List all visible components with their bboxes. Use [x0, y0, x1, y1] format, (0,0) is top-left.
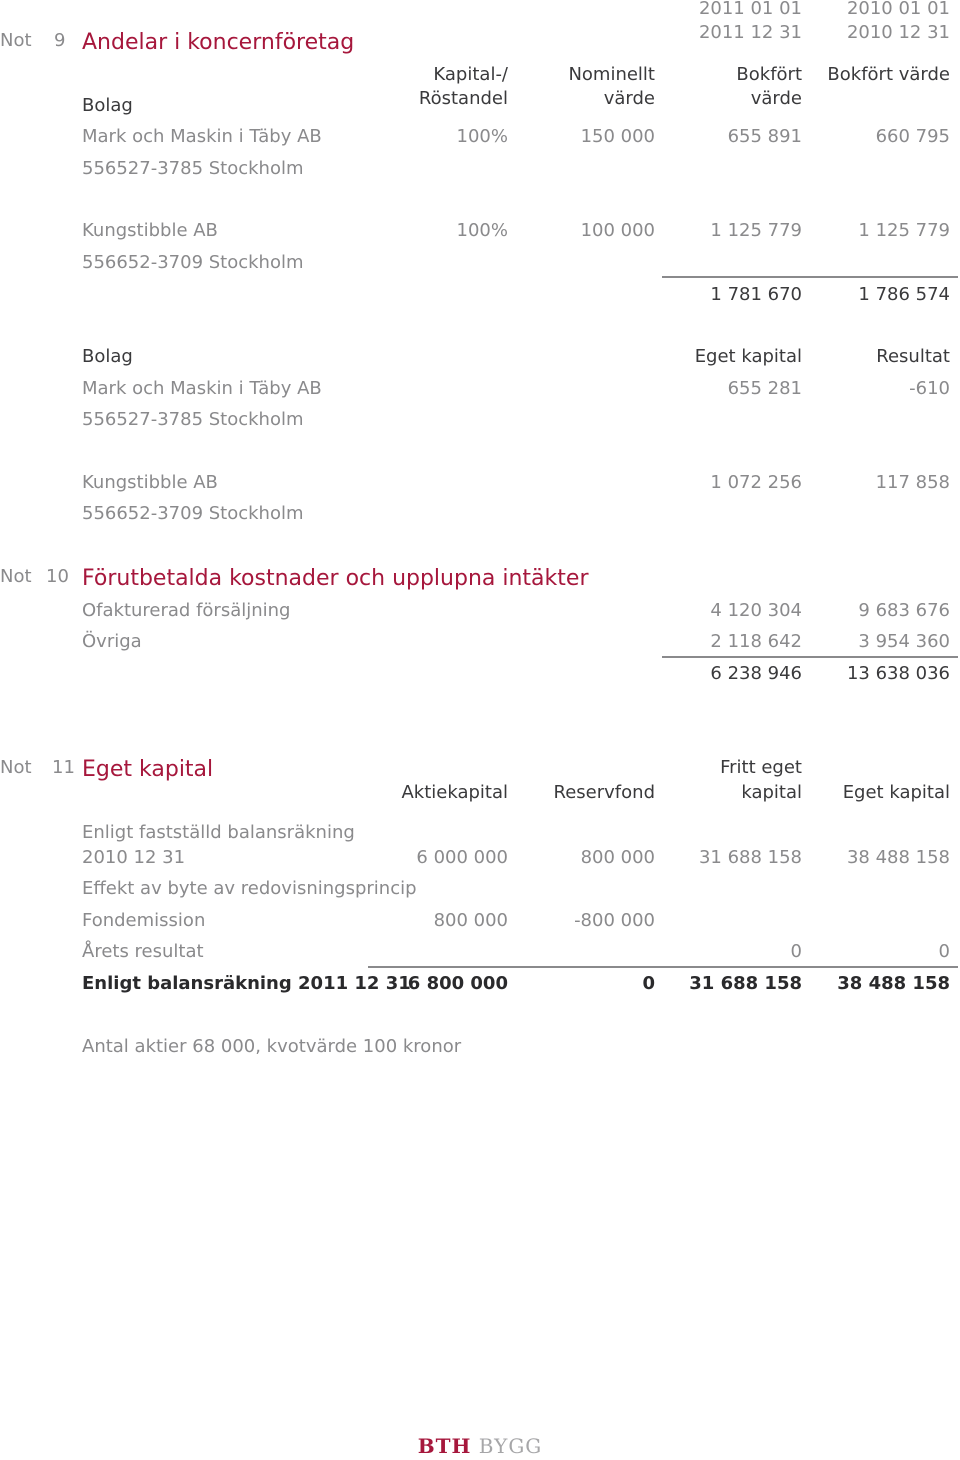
- opening-eget: 38 488 158: [846, 847, 950, 868]
- header-eget-kapital: Eget kapital: [842, 782, 950, 803]
- equity-row-name: Mark och Maskin i Täby AB: [82, 378, 322, 399]
- total-rule: [662, 276, 958, 278]
- prepaid-row-2010: 3 954 360: [858, 631, 950, 652]
- prepaid-total-2011: 6 238 946: [710, 663, 802, 684]
- equity-header-eget: Eget kapital: [694, 346, 802, 367]
- note9-title: Andelar i koncernföretag: [82, 30, 355, 55]
- equity-row-result: 117 858: [875, 472, 950, 493]
- closing-aktie: 6 800 000: [407, 973, 508, 994]
- opening-aktie: 6 000 000: [416, 847, 508, 868]
- equity-header-bolag: Bolag: [82, 346, 133, 367]
- header-bokfort-2011-1: Bokfört: [736, 64, 802, 85]
- header-nominellt-1: Nominellt: [568, 64, 655, 85]
- equity-row-equity: 655 281: [727, 378, 802, 399]
- opening-reserv: 800 000: [580, 847, 655, 868]
- note11-number: 11: [52, 757, 75, 778]
- note10-title: Förutbetalda kostnader och upplupna intäkter: [82, 566, 589, 591]
- header-reservfond: Reservfond: [553, 782, 655, 803]
- header-fritt-1: Fritt eget: [720, 757, 802, 778]
- header-nominellt-2: värde: [603, 88, 655, 109]
- arets-fritt: 0: [790, 941, 802, 962]
- prepaid-total-2010: 13 638 036: [846, 663, 950, 684]
- closing-label: Enligt balansräkning 2011 12 31: [82, 973, 411, 994]
- row-company-name: Kungstibble AB: [82, 220, 218, 241]
- logo-bth: BTH: [417, 1434, 472, 1458]
- closing-rule: [368, 966, 958, 968]
- note9-number: 9: [54, 30, 66, 51]
- closing-eget: 38 488 158: [837, 973, 950, 994]
- opening-label-2: 2010 12 31: [82, 847, 186, 868]
- opening-fritt: 31 688 158: [698, 847, 802, 868]
- period-2010-end: 2010 12 31: [846, 22, 950, 43]
- fond-label: Fondemission: [82, 910, 206, 931]
- note11-not-label: Not: [0, 757, 32, 778]
- header-bokfort-2011-2: värde: [750, 88, 802, 109]
- total-2010: 1 786 574: [858, 284, 950, 305]
- note10-not-label: Not: [0, 566, 32, 587]
- row-share: 100%: [456, 126, 508, 147]
- equity-row-equity: 1 072 256: [710, 472, 802, 493]
- shares-text: Antal aktier 68 000, kvotvärde 100 kronor: [82, 1036, 462, 1057]
- row-company-org: 556527-3785 Stockholm: [82, 158, 304, 179]
- effekt-label: Effekt av byte av redovisningsprincip: [82, 878, 417, 899]
- row-book-2010: 1 125 779: [858, 220, 950, 241]
- footer-logo: [0, 1434, 960, 1458]
- arets-label: Årets resultat: [82, 941, 204, 962]
- equity-row-name: Kungstibble AB: [82, 472, 218, 493]
- note10-number: 10: [46, 566, 69, 587]
- prepaid-row-2011: 2 118 642: [710, 631, 802, 652]
- note11-title: Eget kapital: [82, 757, 214, 782]
- header-aktiekapital: Aktiekapital: [401, 782, 508, 803]
- opening-label-1: Enligt fastställd balansräkning: [82, 822, 355, 843]
- equity-row-result: -610: [909, 378, 950, 399]
- equity-row-org: 556527-3785 Stockholm: [82, 409, 304, 430]
- header-kapital-1: Kapital-/: [433, 64, 508, 85]
- prepaid-row-label: Ofakturerad försäljning: [82, 600, 291, 621]
- row-nominal: 100 000: [580, 220, 655, 241]
- prepaid-total-rule: [662, 656, 958, 658]
- row-book-2011: 655 891: [727, 126, 802, 147]
- row-book-2010: 660 795: [875, 126, 950, 147]
- row-book-2011: 1 125 779: [710, 220, 802, 241]
- prepaid-row-2010: 9 683 676: [858, 600, 950, 621]
- period-2010-start: 2010 01 01: [846, 0, 950, 19]
- prepaid-row-2011: 4 120 304: [710, 600, 802, 621]
- note9-not-label: Not: [0, 30, 32, 51]
- fond-aktie: 800 000: [433, 910, 508, 931]
- header-kapital-2: Röstandel: [418, 88, 508, 109]
- logo-bygg: BYGG: [478, 1434, 543, 1458]
- equity-header-resultat: Resultat: [876, 346, 950, 367]
- row-company-name: Mark och Maskin i Täby AB: [82, 126, 322, 147]
- row-nominal: 150 000: [580, 126, 655, 147]
- prepaid-row-label: Övriga: [82, 631, 142, 652]
- equity-row-org: 556652-3709 Stockholm: [82, 503, 304, 524]
- row-company-org: 556652-3709 Stockholm: [82, 252, 304, 273]
- header-fritt-2: kapital: [741, 782, 802, 803]
- closing-fritt: 31 688 158: [689, 973, 802, 994]
- period-2011-start: 2011 01 01: [698, 0, 802, 19]
- header-bolag: Bolag: [82, 95, 133, 116]
- total-2011: 1 781 670: [710, 284, 802, 305]
- fond-reserv: -800 000: [574, 910, 655, 931]
- arets-eget: 0: [938, 941, 950, 962]
- row-share: 100%: [456, 220, 508, 241]
- closing-reserv: 0: [642, 973, 655, 994]
- period-2011-end: 2011 12 31: [698, 22, 802, 43]
- header-bokfort-2010: Bokfört värde: [827, 64, 950, 85]
